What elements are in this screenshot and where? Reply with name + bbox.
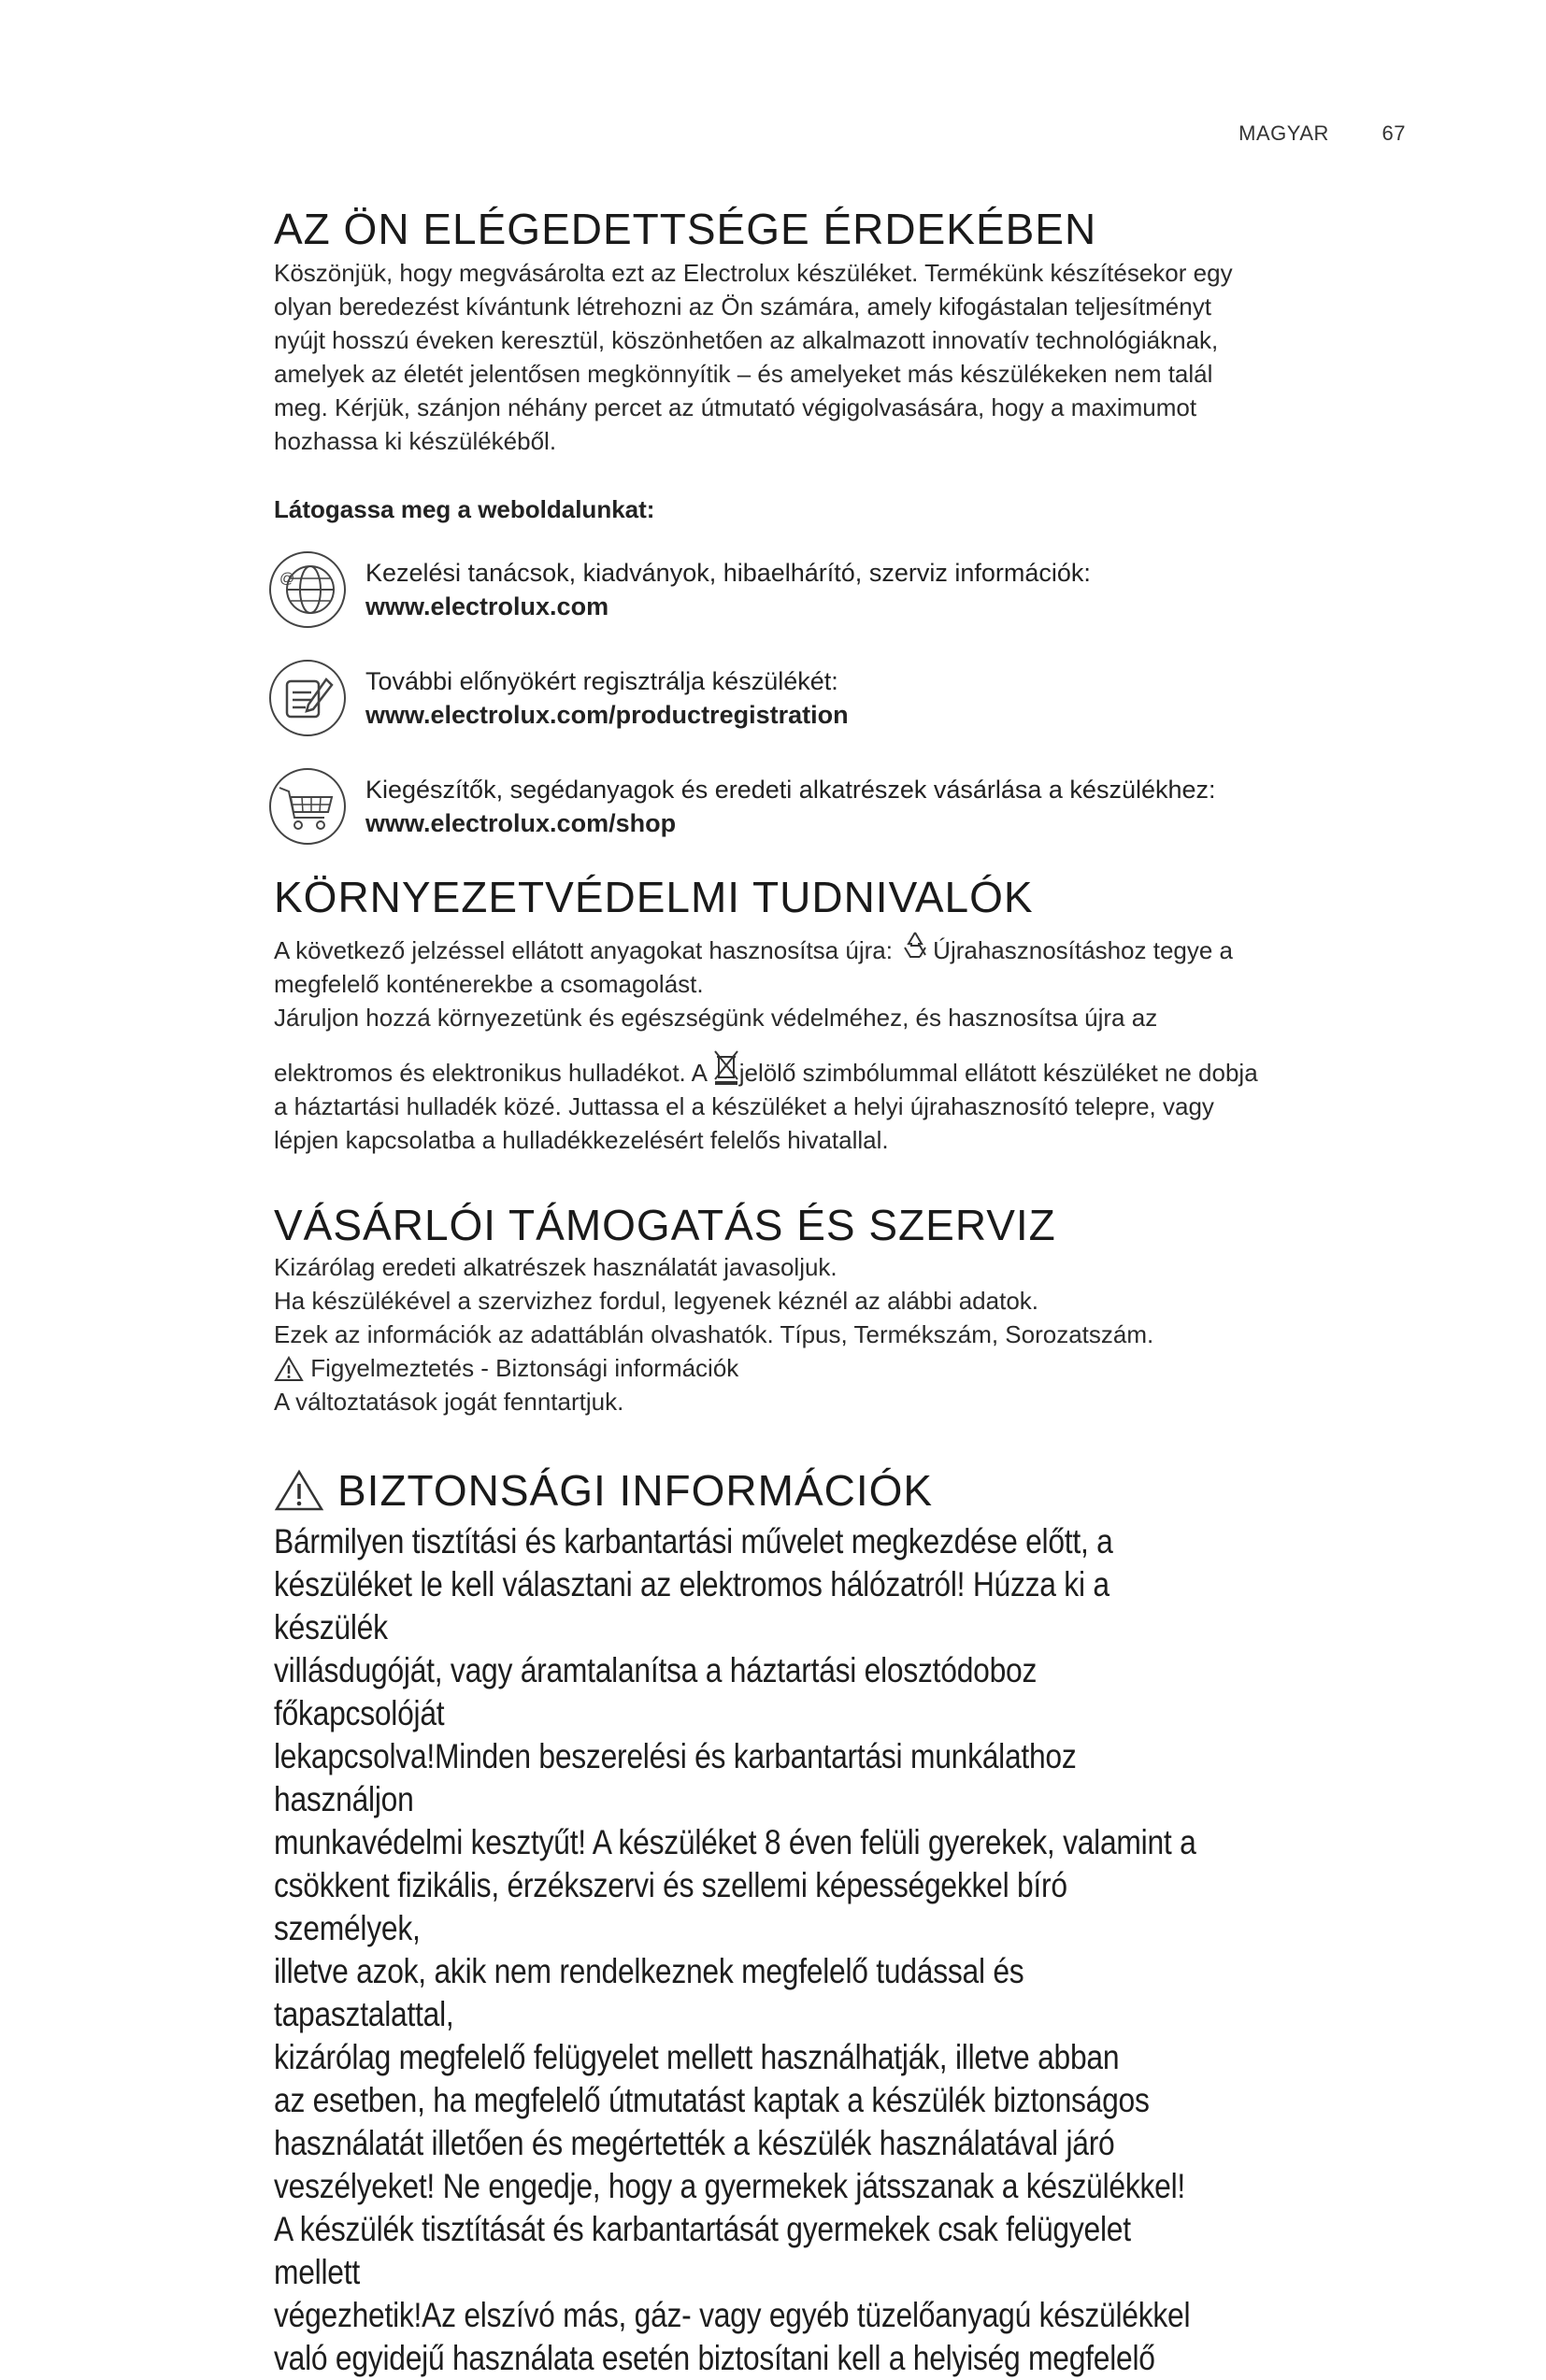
safety-body xyxy=(274,1520,1207,2380)
service-line: Kizárólag eredeti alkatrészek használatát javasoljuk. xyxy=(274,1252,837,1281)
service-line: A változtatások jogát fenntartjuk. xyxy=(274,1387,624,1416)
visit-website-heading: Látogassa meg a weboldalunkat: xyxy=(274,494,655,523)
safety-line: A készülék tisztítását és karbantartását gyermekek csak felügyelet mellett xyxy=(274,2210,1131,2292)
environment-line: A következő jelzéssel ellátott anyagokat hasznosítsa újra: xyxy=(274,936,900,965)
link-row-support xyxy=(274,549,1424,631)
intro-line: Köszönjük, hogy megvásárolta ezt az Electrolux készüléket. Termékünk készítésekor egy xyxy=(274,258,1233,287)
intro-line: amelyek az életét jelentősen megkönnyítik – és amelyeket más készülékeken nem talál xyxy=(274,359,1213,388)
safety-line: munkavédelmi kesztyűt! A készüléket 8 éven felüli gyerekek, valamint a xyxy=(274,1823,1196,1862)
environment-line: jelölő szimbólummal ellátott készüléket ne dobja xyxy=(738,1059,1258,1088)
page-number: 67 xyxy=(1381,121,1406,145)
safety-line: végezhetik!Az elszívó más, gáz- vagy egyéb tüzelőanyagú készülékkel xyxy=(274,2296,1191,2335)
satisfaction-intro xyxy=(274,256,1424,458)
support-link-description: Kezelési tanácsok, kiadványok, hibaelhárító, szerviz információk: xyxy=(365,558,1091,587)
environment-body xyxy=(274,929,1424,1157)
safety-line: való egyidejű használata esetén biztosítani kell a helyiség megfelelő xyxy=(274,2339,1155,2378)
svg-text:@: @ xyxy=(279,570,295,587)
safety-heading xyxy=(274,1467,1424,1516)
environment-line: a háztartási hulladék közé. Juttassa el a készüléket a helyi újrahasznosító telepre, vagy xyxy=(274,1092,1214,1121)
service-body xyxy=(274,1250,1424,1418)
satisfaction-title: AZ ÖN ELÉGEDETTSÉGE ÉRDEKÉBEN xyxy=(274,205,1097,253)
environment-line: elektromos és elektronikus hulladékot. A xyxy=(274,1059,713,1088)
environment-line: lépjen kapcsolatba a hulladékkezelésért felelős hivatallal. xyxy=(274,1126,889,1155)
intro-line: nyújt hosszú éveken keresztül, köszönhetően az alkalmazott innovatív technológiáknak, xyxy=(274,325,1219,354)
safety-line: használatát illetően és megértették a készülék használatával járó xyxy=(274,2124,1115,2163)
environment-line: megfelelő konténerekbe a csomagolást. xyxy=(274,970,704,999)
registration-link-url[interactable]: www.electrolux.com/productregistration xyxy=(365,700,849,729)
shopping-cart-icon xyxy=(266,765,349,848)
service-line: Ha készülékével a szervizhez fordul, legyenek kéznél az alábbi adatok. xyxy=(274,1286,1039,1315)
warning-icon xyxy=(274,1469,324,1512)
service-title: VÁSÁRLÓI TÁMOGATÁS ÉS SZERVIZ xyxy=(274,1201,1056,1250)
crossed-bin-icon xyxy=(713,1047,739,1085)
registration-link-description: További előnyökért regisztrálja készülékét: xyxy=(365,666,838,695)
safety-line: az esetben, ha megfelelő útmutatást kaptak a készülék biztonságos xyxy=(274,2081,1150,2120)
link-row-registration xyxy=(274,657,1424,739)
safety-line: Bármilyen tisztítási és karbantartási művelet megkezdése előtt, a xyxy=(274,1522,1113,1561)
warning-label: Figyelmeztetés - Biztonsági információk xyxy=(310,1353,739,1382)
safety-title: BIZTONSÁGI INFORMÁCIÓK xyxy=(337,1465,934,1515)
link-row-shop xyxy=(274,765,1424,848)
support-link-url[interactable]: www.electrolux.com xyxy=(365,591,609,620)
environment-line: Járuljon hozzá környezetünk és egészségünk védelméhez, és hasznosítsa újra az xyxy=(274,1004,1158,1033)
shop-link-url[interactable]: www.electrolux.com/shop xyxy=(365,808,677,837)
recycling-icon xyxy=(899,929,931,961)
intro-line: olyan beredezést kívántunk létrehozni az Ön számára, amely kifogástalan teljesítményt xyxy=(274,292,1211,321)
globe-icon xyxy=(266,549,349,631)
shop-link-description: Kiegészítők, segédanyagok és eredeti alkatrészek vásárlása a készülékhez: xyxy=(365,775,1216,804)
safety-line: villásdugóját, vagy áramtalanítsa a háztartási elosztódoboz főkapcsolóját xyxy=(274,1651,1038,1733)
page-content xyxy=(274,206,1424,2380)
registration-icon xyxy=(266,657,349,739)
safety-line: veszélyeket! Ne engedje, hogy a gyermekek játsszanak a készülékkel! xyxy=(274,2167,1185,2206)
intro-line: hozhassa ki készülékéből. xyxy=(274,426,557,455)
safety-line: készüléket le kell választani az elektromos hálózatról! Húzza ki a készülék xyxy=(274,1565,1109,1647)
service-line: Ezek az információk az adattáblán olvashatók. Típus, Termékszám, Sorozatszám. xyxy=(274,1319,1154,1348)
environment-title: KÖRNYEZETVÉDELMI TUDNIVALÓK xyxy=(274,872,1034,921)
intro-line: meg. Kérjük, szánjon néhány percet az útmutató végigolvasására, hogy a maximumot xyxy=(274,392,1197,421)
warning-icon xyxy=(274,1356,304,1382)
page-header xyxy=(1238,121,1406,146)
safety-line: lekapcsolva!Minden beszerelési és karbantartási munkálathoz használjon xyxy=(274,1737,1077,1819)
safety-line: csökkent fizikális, érzékszervi és szellemi képességekkel bíró személyek, xyxy=(274,1866,1067,1948)
safety-line: kizárólag megfelelő felügyelet mellett használhatják, illetve abban xyxy=(274,2038,1120,2077)
language-label: MAGYAR xyxy=(1238,121,1329,145)
safety-line: illetve azok, akik nem rendelkeznek megfelelő tudással és tapasztalattal, xyxy=(274,1952,1024,2034)
environment-line: Újrahasznosításhoz tegye a xyxy=(933,936,1234,965)
